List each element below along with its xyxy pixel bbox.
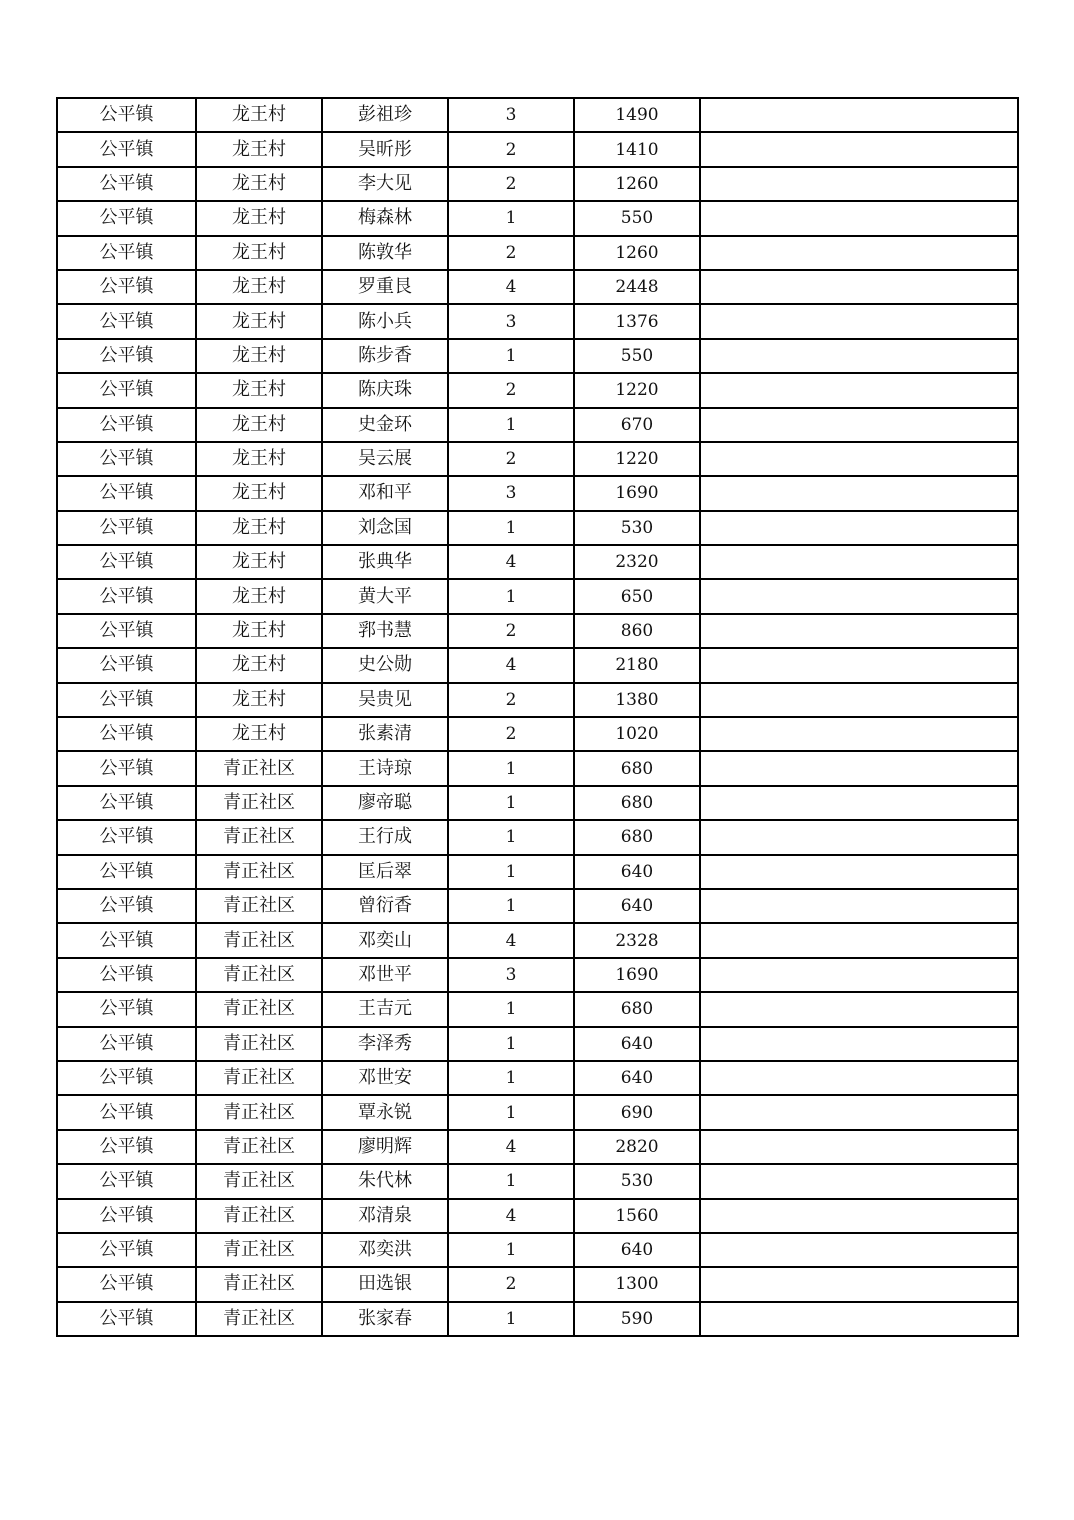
town-cell: 公平镇 (57, 408, 196, 442)
town-cell: 公平镇 (57, 511, 196, 545)
household-size-cell: 4 (448, 545, 574, 579)
village-cell: 青正社区 (196, 1061, 322, 1095)
table-row (57, 98, 1018, 132)
village-cell: 龙王村 (196, 579, 322, 613)
household-size-cell: 1 (448, 855, 574, 889)
name-cell: 田选银 (322, 1267, 448, 1301)
remarks-cell (700, 545, 1018, 579)
table-row (57, 889, 1018, 923)
amount-cell: 1410 (574, 132, 700, 166)
town-cell: 公平镇 (57, 1130, 196, 1164)
remarks-cell (700, 304, 1018, 338)
amount-cell: 2180 (574, 648, 700, 682)
table-row (57, 545, 1018, 579)
table-row (57, 476, 1018, 510)
household-size-cell: 2 (448, 236, 574, 270)
village-cell: 龙王村 (196, 201, 322, 235)
amount-cell: 2320 (574, 545, 700, 579)
village-cell: 青正社区 (196, 751, 322, 785)
amount-cell: 2820 (574, 1130, 700, 1164)
village-cell: 龙王村 (196, 167, 322, 201)
remarks-cell (700, 648, 1018, 682)
town-cell: 公平镇 (57, 1027, 196, 1061)
remarks-cell (700, 855, 1018, 889)
name-cell: 刘念国 (322, 511, 448, 545)
name-cell: 陈小兵 (322, 304, 448, 338)
name-cell: 李大见 (322, 167, 448, 201)
remarks-cell (700, 717, 1018, 751)
name-cell: 曾衍香 (322, 889, 448, 923)
amount-cell: 640 (574, 1061, 700, 1095)
remarks-cell (700, 579, 1018, 613)
village-cell: 龙王村 (196, 476, 322, 510)
table-row (57, 614, 1018, 648)
amount-cell: 1690 (574, 476, 700, 510)
village-cell: 青正社区 (196, 1164, 322, 1198)
table-row (57, 1095, 1018, 1129)
amount-cell: 690 (574, 1095, 700, 1129)
household-size-cell: 1 (448, 408, 574, 442)
town-cell: 公平镇 (57, 717, 196, 751)
table-row (57, 373, 1018, 407)
amount-cell: 1300 (574, 1267, 700, 1301)
name-cell: 张典华 (322, 545, 448, 579)
amount-cell: 640 (574, 889, 700, 923)
name-cell: 陈步香 (322, 339, 448, 373)
amount-cell: 1376 (574, 304, 700, 338)
village-cell: 龙王村 (196, 511, 322, 545)
amount-cell: 1020 (574, 717, 700, 751)
amount-cell: 550 (574, 201, 700, 235)
remarks-cell (700, 923, 1018, 957)
household-size-cell: 2 (448, 132, 574, 166)
town-cell: 公平镇 (57, 889, 196, 923)
town-cell: 公平镇 (57, 683, 196, 717)
amount-cell: 640 (574, 1027, 700, 1061)
village-cell: 青正社区 (196, 923, 322, 957)
village-cell: 龙王村 (196, 98, 322, 132)
name-cell: 邓奕山 (322, 923, 448, 957)
village-cell: 龙王村 (196, 442, 322, 476)
table-row (57, 201, 1018, 235)
name-cell: 吴贵见 (322, 683, 448, 717)
table-row (57, 1199, 1018, 1233)
town-cell: 公平镇 (57, 1233, 196, 1267)
household-size-cell: 2 (448, 373, 574, 407)
amount-cell: 590 (574, 1302, 700, 1336)
table-row (57, 820, 1018, 854)
remarks-cell (700, 1233, 1018, 1267)
household-size-cell: 1 (448, 1302, 574, 1336)
household-size-cell: 1 (448, 579, 574, 613)
town-cell: 公平镇 (57, 545, 196, 579)
town-cell: 公平镇 (57, 614, 196, 648)
village-cell: 龙王村 (196, 270, 322, 304)
household-size-cell: 2 (448, 1267, 574, 1301)
table-row (57, 923, 1018, 957)
household-size-cell: 1 (448, 1164, 574, 1198)
village-cell: 龙王村 (196, 614, 322, 648)
town-cell: 公平镇 (57, 1164, 196, 1198)
remarks-cell (700, 442, 1018, 476)
town-cell: 公平镇 (57, 1302, 196, 1336)
household-size-cell: 3 (448, 958, 574, 992)
table-row (57, 992, 1018, 1026)
town-cell: 公平镇 (57, 270, 196, 304)
village-cell: 龙王村 (196, 648, 322, 682)
name-cell: 匡后翠 (322, 855, 448, 889)
village-cell: 龙王村 (196, 304, 322, 338)
town-cell: 公平镇 (57, 648, 196, 682)
name-cell: 覃永锐 (322, 1095, 448, 1129)
name-cell: 李泽秀 (322, 1027, 448, 1061)
remarks-cell (700, 1302, 1018, 1336)
name-cell: 郛书慧 (322, 614, 448, 648)
name-cell: 张素清 (322, 717, 448, 751)
amount-cell: 670 (574, 408, 700, 442)
remarks-cell (700, 270, 1018, 304)
name-cell: 邓世平 (322, 958, 448, 992)
household-size-cell: 2 (448, 717, 574, 751)
name-cell: 廖明辉 (322, 1130, 448, 1164)
remarks-cell (700, 1130, 1018, 1164)
amount-cell: 1380 (574, 683, 700, 717)
table-row (57, 751, 1018, 785)
town-cell: 公平镇 (57, 751, 196, 785)
village-cell: 青正社区 (196, 1199, 322, 1233)
household-size-cell: 1 (448, 751, 574, 785)
amount-cell: 1690 (574, 958, 700, 992)
town-cell: 公平镇 (57, 1267, 196, 1301)
town-cell: 公平镇 (57, 1095, 196, 1129)
name-cell: 邓清泉 (322, 1199, 448, 1233)
amount-cell: 680 (574, 820, 700, 854)
village-cell: 青正社区 (196, 1095, 322, 1129)
table-row (57, 958, 1018, 992)
amount-cell: 680 (574, 751, 700, 785)
name-cell: 陈庆珠 (322, 373, 448, 407)
amount-cell: 530 (574, 1164, 700, 1198)
household-size-cell: 4 (448, 1199, 574, 1233)
amount-cell: 680 (574, 786, 700, 820)
town-cell: 公平镇 (57, 236, 196, 270)
village-cell: 青正社区 (196, 820, 322, 854)
remarks-cell (700, 1164, 1018, 1198)
town-cell: 公平镇 (57, 339, 196, 373)
village-cell: 青正社区 (196, 1233, 322, 1267)
remarks-cell (700, 1267, 1018, 1301)
village-cell: 青正社区 (196, 1302, 322, 1336)
town-cell: 公平镇 (57, 476, 196, 510)
remarks-cell (700, 786, 1018, 820)
name-cell: 邓奕洪 (322, 1233, 448, 1267)
amount-cell: 640 (574, 1233, 700, 1267)
household-size-cell: 1 (448, 201, 574, 235)
amount-cell: 640 (574, 855, 700, 889)
amount-cell: 530 (574, 511, 700, 545)
name-cell: 黄大平 (322, 579, 448, 613)
remarks-cell (700, 373, 1018, 407)
table-row (57, 339, 1018, 373)
town-cell: 公平镇 (57, 98, 196, 132)
remarks-cell (700, 201, 1018, 235)
remarks-cell (700, 236, 1018, 270)
amount-cell: 2328 (574, 923, 700, 957)
household-size-cell: 4 (448, 923, 574, 957)
table-row (57, 786, 1018, 820)
table-row (57, 1267, 1018, 1301)
town-cell: 公平镇 (57, 579, 196, 613)
remarks-cell (700, 511, 1018, 545)
amount-cell: 1220 (574, 442, 700, 476)
remarks-cell (700, 958, 1018, 992)
remarks-cell (700, 167, 1018, 201)
village-cell: 青正社区 (196, 855, 322, 889)
village-cell: 龙王村 (196, 717, 322, 751)
table-row (57, 270, 1018, 304)
household-size-cell: 1 (448, 339, 574, 373)
household-size-cell: 1 (448, 820, 574, 854)
table-row (57, 1233, 1018, 1267)
amount-cell: 2448 (574, 270, 700, 304)
remarks-cell (700, 476, 1018, 510)
name-cell: 彭祖珍 (322, 98, 448, 132)
household-size-cell: 1 (448, 992, 574, 1026)
household-size-cell: 2 (448, 614, 574, 648)
village-cell: 龙王村 (196, 339, 322, 373)
town-cell: 公平镇 (57, 201, 196, 235)
table-row (57, 408, 1018, 442)
table-row (57, 683, 1018, 717)
name-cell: 廖帝聪 (322, 786, 448, 820)
remarks-cell (700, 1199, 1018, 1233)
town-cell: 公平镇 (57, 373, 196, 407)
amount-cell: 1260 (574, 236, 700, 270)
document-table-container (56, 97, 1017, 1337)
village-cell: 青正社区 (196, 1267, 322, 1301)
household-size-cell: 1 (448, 1095, 574, 1129)
amount-cell: 1490 (574, 98, 700, 132)
household-size-cell: 4 (448, 1130, 574, 1164)
village-cell: 龙王村 (196, 132, 322, 166)
town-cell: 公平镇 (57, 923, 196, 957)
remarks-cell (700, 614, 1018, 648)
table-row (57, 717, 1018, 751)
remarks-cell (700, 1095, 1018, 1129)
remarks-cell (700, 820, 1018, 854)
amount-cell: 1260 (574, 167, 700, 201)
name-cell: 王行成 (322, 820, 448, 854)
household-size-cell: 1 (448, 511, 574, 545)
village-cell: 龙王村 (196, 545, 322, 579)
town-cell: 公平镇 (57, 786, 196, 820)
amount-cell: 550 (574, 339, 700, 373)
remarks-cell (700, 992, 1018, 1026)
remarks-cell (700, 1027, 1018, 1061)
name-cell: 王诗琼 (322, 751, 448, 785)
village-cell: 青正社区 (196, 889, 322, 923)
household-size-cell: 3 (448, 476, 574, 510)
remarks-cell (700, 751, 1018, 785)
town-cell: 公平镇 (57, 1061, 196, 1095)
town-cell: 公平镇 (57, 855, 196, 889)
town-cell: 公平镇 (57, 167, 196, 201)
name-cell: 张家春 (322, 1302, 448, 1336)
amount-cell: 1560 (574, 1199, 700, 1233)
table-row (57, 236, 1018, 270)
table-row (57, 1302, 1018, 1336)
household-size-cell: 1 (448, 1233, 574, 1267)
remarks-cell (700, 98, 1018, 132)
household-size-cell: 1 (448, 1027, 574, 1061)
village-cell: 青正社区 (196, 958, 322, 992)
table-row (57, 1061, 1018, 1095)
table-row (57, 1027, 1018, 1061)
table-row (57, 167, 1018, 201)
name-cell: 邓和平 (322, 476, 448, 510)
name-cell: 梅森林 (322, 201, 448, 235)
household-size-cell: 1 (448, 1061, 574, 1095)
household-size-cell: 1 (448, 889, 574, 923)
table-row (57, 304, 1018, 338)
assistance-roster-table (56, 97, 1019, 1337)
table-row (57, 511, 1018, 545)
household-size-cell: 1 (448, 786, 574, 820)
household-size-cell: 4 (448, 648, 574, 682)
household-size-cell: 2 (448, 683, 574, 717)
remarks-cell (700, 1061, 1018, 1095)
table-body (57, 98, 1018, 1336)
household-size-cell: 3 (448, 304, 574, 338)
amount-cell: 860 (574, 614, 700, 648)
name-cell: 陈敦华 (322, 236, 448, 270)
remarks-cell (700, 683, 1018, 717)
name-cell: 吴云展 (322, 442, 448, 476)
amount-cell: 650 (574, 579, 700, 613)
village-cell: 龙王村 (196, 683, 322, 717)
table-row (57, 855, 1018, 889)
name-cell: 史公勋 (322, 648, 448, 682)
village-cell: 青正社区 (196, 1027, 322, 1061)
remarks-cell (700, 339, 1018, 373)
village-cell: 龙王村 (196, 408, 322, 442)
name-cell: 朱代林 (322, 1164, 448, 1198)
town-cell: 公平镇 (57, 304, 196, 338)
village-cell: 青正社区 (196, 1130, 322, 1164)
town-cell: 公平镇 (57, 992, 196, 1026)
household-size-cell: 2 (448, 442, 574, 476)
table-row (57, 132, 1018, 166)
remarks-cell (700, 408, 1018, 442)
name-cell: 史金环 (322, 408, 448, 442)
town-cell: 公平镇 (57, 442, 196, 476)
town-cell: 公平镇 (57, 958, 196, 992)
village-cell: 龙王村 (196, 373, 322, 407)
village-cell: 龙王村 (196, 236, 322, 270)
remarks-cell (700, 889, 1018, 923)
village-cell: 青正社区 (196, 992, 322, 1026)
amount-cell: 680 (574, 992, 700, 1026)
remarks-cell (700, 132, 1018, 166)
table-row (57, 1164, 1018, 1198)
town-cell: 公平镇 (57, 820, 196, 854)
household-size-cell: 2 (448, 167, 574, 201)
village-cell: 青正社区 (196, 786, 322, 820)
name-cell: 邓世安 (322, 1061, 448, 1095)
table-row (57, 648, 1018, 682)
name-cell: 王吉元 (322, 992, 448, 1026)
name-cell: 罗重艮 (322, 270, 448, 304)
table-row (57, 579, 1018, 613)
name-cell: 吴昕彤 (322, 132, 448, 166)
table-row (57, 442, 1018, 476)
household-size-cell: 3 (448, 98, 574, 132)
town-cell: 公平镇 (57, 132, 196, 166)
table-row (57, 1130, 1018, 1164)
household-size-cell: 4 (448, 270, 574, 304)
town-cell: 公平镇 (57, 1199, 196, 1233)
amount-cell: 1220 (574, 373, 700, 407)
